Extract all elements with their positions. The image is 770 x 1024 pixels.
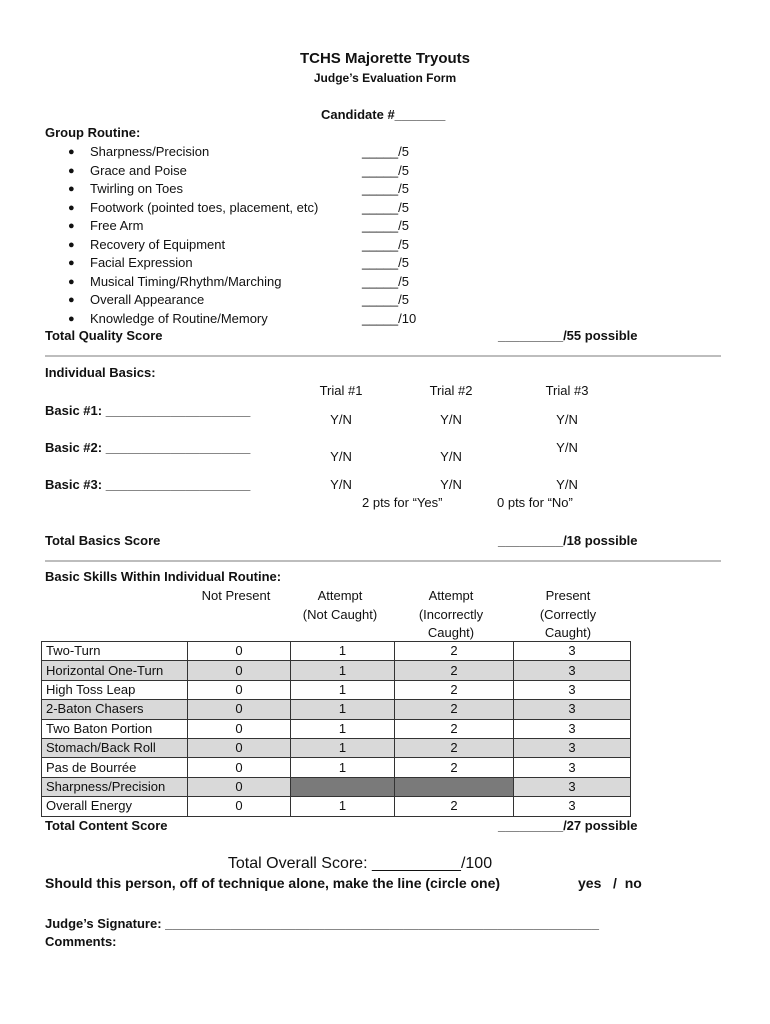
blocked-cell (395, 777, 514, 796)
blocked-cell (291, 777, 395, 796)
total-overall-score[interactable]: Total Overall Score: __________/100 (227, 855, 493, 872)
skill-name: Two-Turn (42, 642, 188, 661)
skill-name: Sharpness/Precision (42, 777, 188, 796)
divider (45, 355, 721, 357)
score-cell[interactable]: 3 (514, 642, 631, 661)
score-cell[interactable]: 2 (395, 719, 514, 738)
yes-no-choice[interactable]: yes / no (578, 875, 642, 891)
score-cell[interactable]: 0 (188, 738, 291, 757)
score-cell[interactable]: 3 (514, 797, 631, 816)
score-cell[interactable]: 1 (291, 719, 395, 738)
score-cell[interactable]: 3 (514, 661, 631, 680)
col-line: (Not Caught) (302, 606, 378, 622)
score-cell[interactable]: 2 (395, 738, 514, 757)
score-cell[interactable]: 2 (395, 797, 514, 816)
list-item: ● Footwork (pointed toes, placement, etc) (68, 199, 390, 218)
judge-signature-field[interactable]: Judge’s Signature: ____________________________________________________________ (45, 916, 599, 931)
score-blank[interactable]: _____/10 (362, 310, 417, 326)
basic-1-trial-1[interactable]: Y/N (330, 412, 352, 427)
total-quality-field[interactable]: _________/55 possible (498, 328, 638, 343)
list-item: ● Twirling on Toes (68, 180, 390, 199)
basic-3-trial-1[interactable]: Y/N (330, 477, 352, 492)
score-cell[interactable]: 1 (291, 661, 395, 680)
col-line: Attempt (317, 588, 363, 603)
list-item: ● Free Arm (68, 217, 390, 236)
trial-2-header: Trial #2 (429, 383, 473, 398)
table-row (42, 700, 631, 719)
score-cell[interactable]: 3 (514, 700, 631, 719)
group-routine-list (68, 143, 390, 328)
list-item: ● Facial Expression (68, 254, 390, 273)
trial-1-header: Trial #1 (319, 383, 363, 398)
score-blank[interactable]: _____/5 (362, 162, 409, 178)
skill-name: Overall Energy (42, 797, 188, 816)
list-item: ● Grace and Poise (68, 162, 390, 181)
basic-1-trial-3[interactable]: Y/N (556, 412, 578, 427)
col-present (522, 587, 614, 643)
basic-1-trial-2[interactable]: Y/N (440, 412, 462, 427)
skill-name: Pas de Bourrée (42, 758, 188, 777)
list-item: ● Sharpness/Precision (68, 143, 390, 162)
candidate-number-field[interactable]: Candidate #_______ (321, 107, 446, 122)
table-row (42, 661, 631, 680)
score-cell[interactable]: 2 (395, 680, 514, 699)
score-cell[interactable]: 1 (291, 642, 395, 661)
basic-2-trial-1[interactable]: Y/N (330, 449, 352, 464)
total-quality-label: Total Quality Score (45, 328, 163, 343)
col-line: (Incorrectly (418, 606, 484, 622)
score-cell[interactable]: 2 (395, 758, 514, 777)
score-blank[interactable]: _____/5 (362, 181, 409, 196)
score-cell[interactable]: 0 (188, 719, 291, 738)
skill-name: Stomach/Back Roll (42, 738, 188, 757)
skill-name: High Toss Leap (42, 680, 188, 699)
score-blank[interactable]: _____/5 (362, 218, 409, 233)
score-cell[interactable]: 3 (514, 719, 631, 738)
score-cell[interactable]: 0 (188, 700, 291, 719)
score-cell[interactable]: 0 (188, 642, 291, 661)
col-line: Caught) (544, 625, 592, 640)
form-title: TCHS Majorette Tryouts (299, 50, 471, 67)
form-subtitle: Judge’s Evaluation Form (313, 71, 457, 85)
col-attempt-incorrect (405, 587, 497, 643)
col-line: Caught) (427, 625, 475, 640)
score-cell[interactable]: 1 (291, 758, 395, 777)
basic-2-trial-2[interactable]: Y/N (440, 449, 462, 464)
comments-label: Comments: (45, 934, 117, 949)
skills-table (41, 641, 631, 817)
score-cell[interactable]: 0 (188, 758, 291, 777)
trial-3-header: Trial #3 (545, 383, 589, 398)
basic-2-field[interactable]: Basic #2: ____________________ (45, 440, 251, 455)
table-row (42, 758, 631, 777)
list-item: ● Overall Appearance (68, 291, 390, 310)
score-cell[interactable]: 0 (188, 797, 291, 816)
basic-1-field[interactable]: Basic #1: ____________________ (45, 403, 251, 418)
score-blank[interactable]: _____/5 (362, 236, 409, 252)
score-cell[interactable]: 0 (188, 661, 291, 680)
table-row (42, 642, 631, 661)
score-cell[interactable]: 1 (291, 700, 395, 719)
total-content-label: Total Content Score (45, 818, 168, 833)
skill-name: Two Baton Portion (42, 719, 188, 738)
score-cell[interactable]: 3 (514, 738, 631, 757)
score-blank[interactable]: _____/5 (362, 144, 409, 159)
total-basics-field[interactable]: _________/18 possible (498, 533, 638, 548)
yes-points-note: 2 pts for “Yes” (362, 495, 443, 510)
score-blank[interactable]: _____/5 (362, 255, 409, 270)
list-item: ● Recovery of Equipment (68, 236, 390, 255)
list-item: ● Musical Timing/Rhythm/Marching (68, 273, 390, 292)
table-row (42, 680, 631, 699)
score-blank[interactable]: _____/5 (362, 199, 409, 215)
total-content-field[interactable]: _________/27 possible (498, 818, 638, 833)
table-row (42, 719, 631, 738)
score-cell[interactable]: 3 (514, 777, 631, 796)
basic-3-trial-2[interactable]: Y/N (440, 477, 462, 492)
score-blank[interactable]: _____/5 (362, 292, 409, 307)
score-cell[interactable]: 0 (188, 680, 291, 699)
skills-heading: Basic Skills Within Individual Routine: (45, 569, 282, 584)
score-cell[interactable]: 1 (291, 797, 395, 816)
score-blank[interactable]: _____/5 (362, 273, 409, 289)
col-line: Present (545, 588, 591, 603)
total-basics-label: Total Basics Score (45, 533, 161, 548)
individual-basics-heading: Individual Basics: (45, 365, 156, 380)
score-cell[interactable]: 2 (395, 700, 514, 719)
basic-2-trial-3[interactable]: Y/N (556, 440, 578, 455)
skill-name: Horizontal One-Turn (42, 661, 188, 680)
table-row (42, 797, 631, 816)
make-line-question: Should this person, off of technique alone, make the line (circle one) (45, 875, 501, 891)
score-cell[interactable]: 3 (514, 758, 631, 777)
col-line: Attempt (428, 588, 474, 603)
divider (45, 560, 721, 562)
basic-3-field[interactable]: Basic #3: ____________________ (45, 477, 251, 492)
group-routine-scores (362, 143, 416, 328)
score-cell[interactable]: 2 (395, 642, 514, 661)
score-cell[interactable]: 1 (291, 680, 395, 699)
score-cell[interactable]: 2 (395, 661, 514, 680)
table-row (42, 738, 631, 757)
no-points-note: 0 pts for “No” (497, 495, 573, 510)
score-cell[interactable]: 1 (291, 738, 395, 757)
col-attempt-not-caught (294, 587, 386, 624)
col-line: (Correctly (539, 606, 597, 622)
table-row (42, 777, 631, 796)
skill-name: 2-Baton Chasers (42, 700, 188, 719)
col-not-present: Not Present (201, 588, 271, 603)
group-routine-heading: Group Routine: (45, 125, 141, 140)
score-cell[interactable]: 3 (514, 680, 631, 699)
basic-3-trial-3[interactable]: Y/N (556, 477, 578, 492)
score-cell[interactable]: 0 (188, 777, 291, 796)
list-item: ● Knowledge of Routine/Memory (68, 310, 390, 329)
